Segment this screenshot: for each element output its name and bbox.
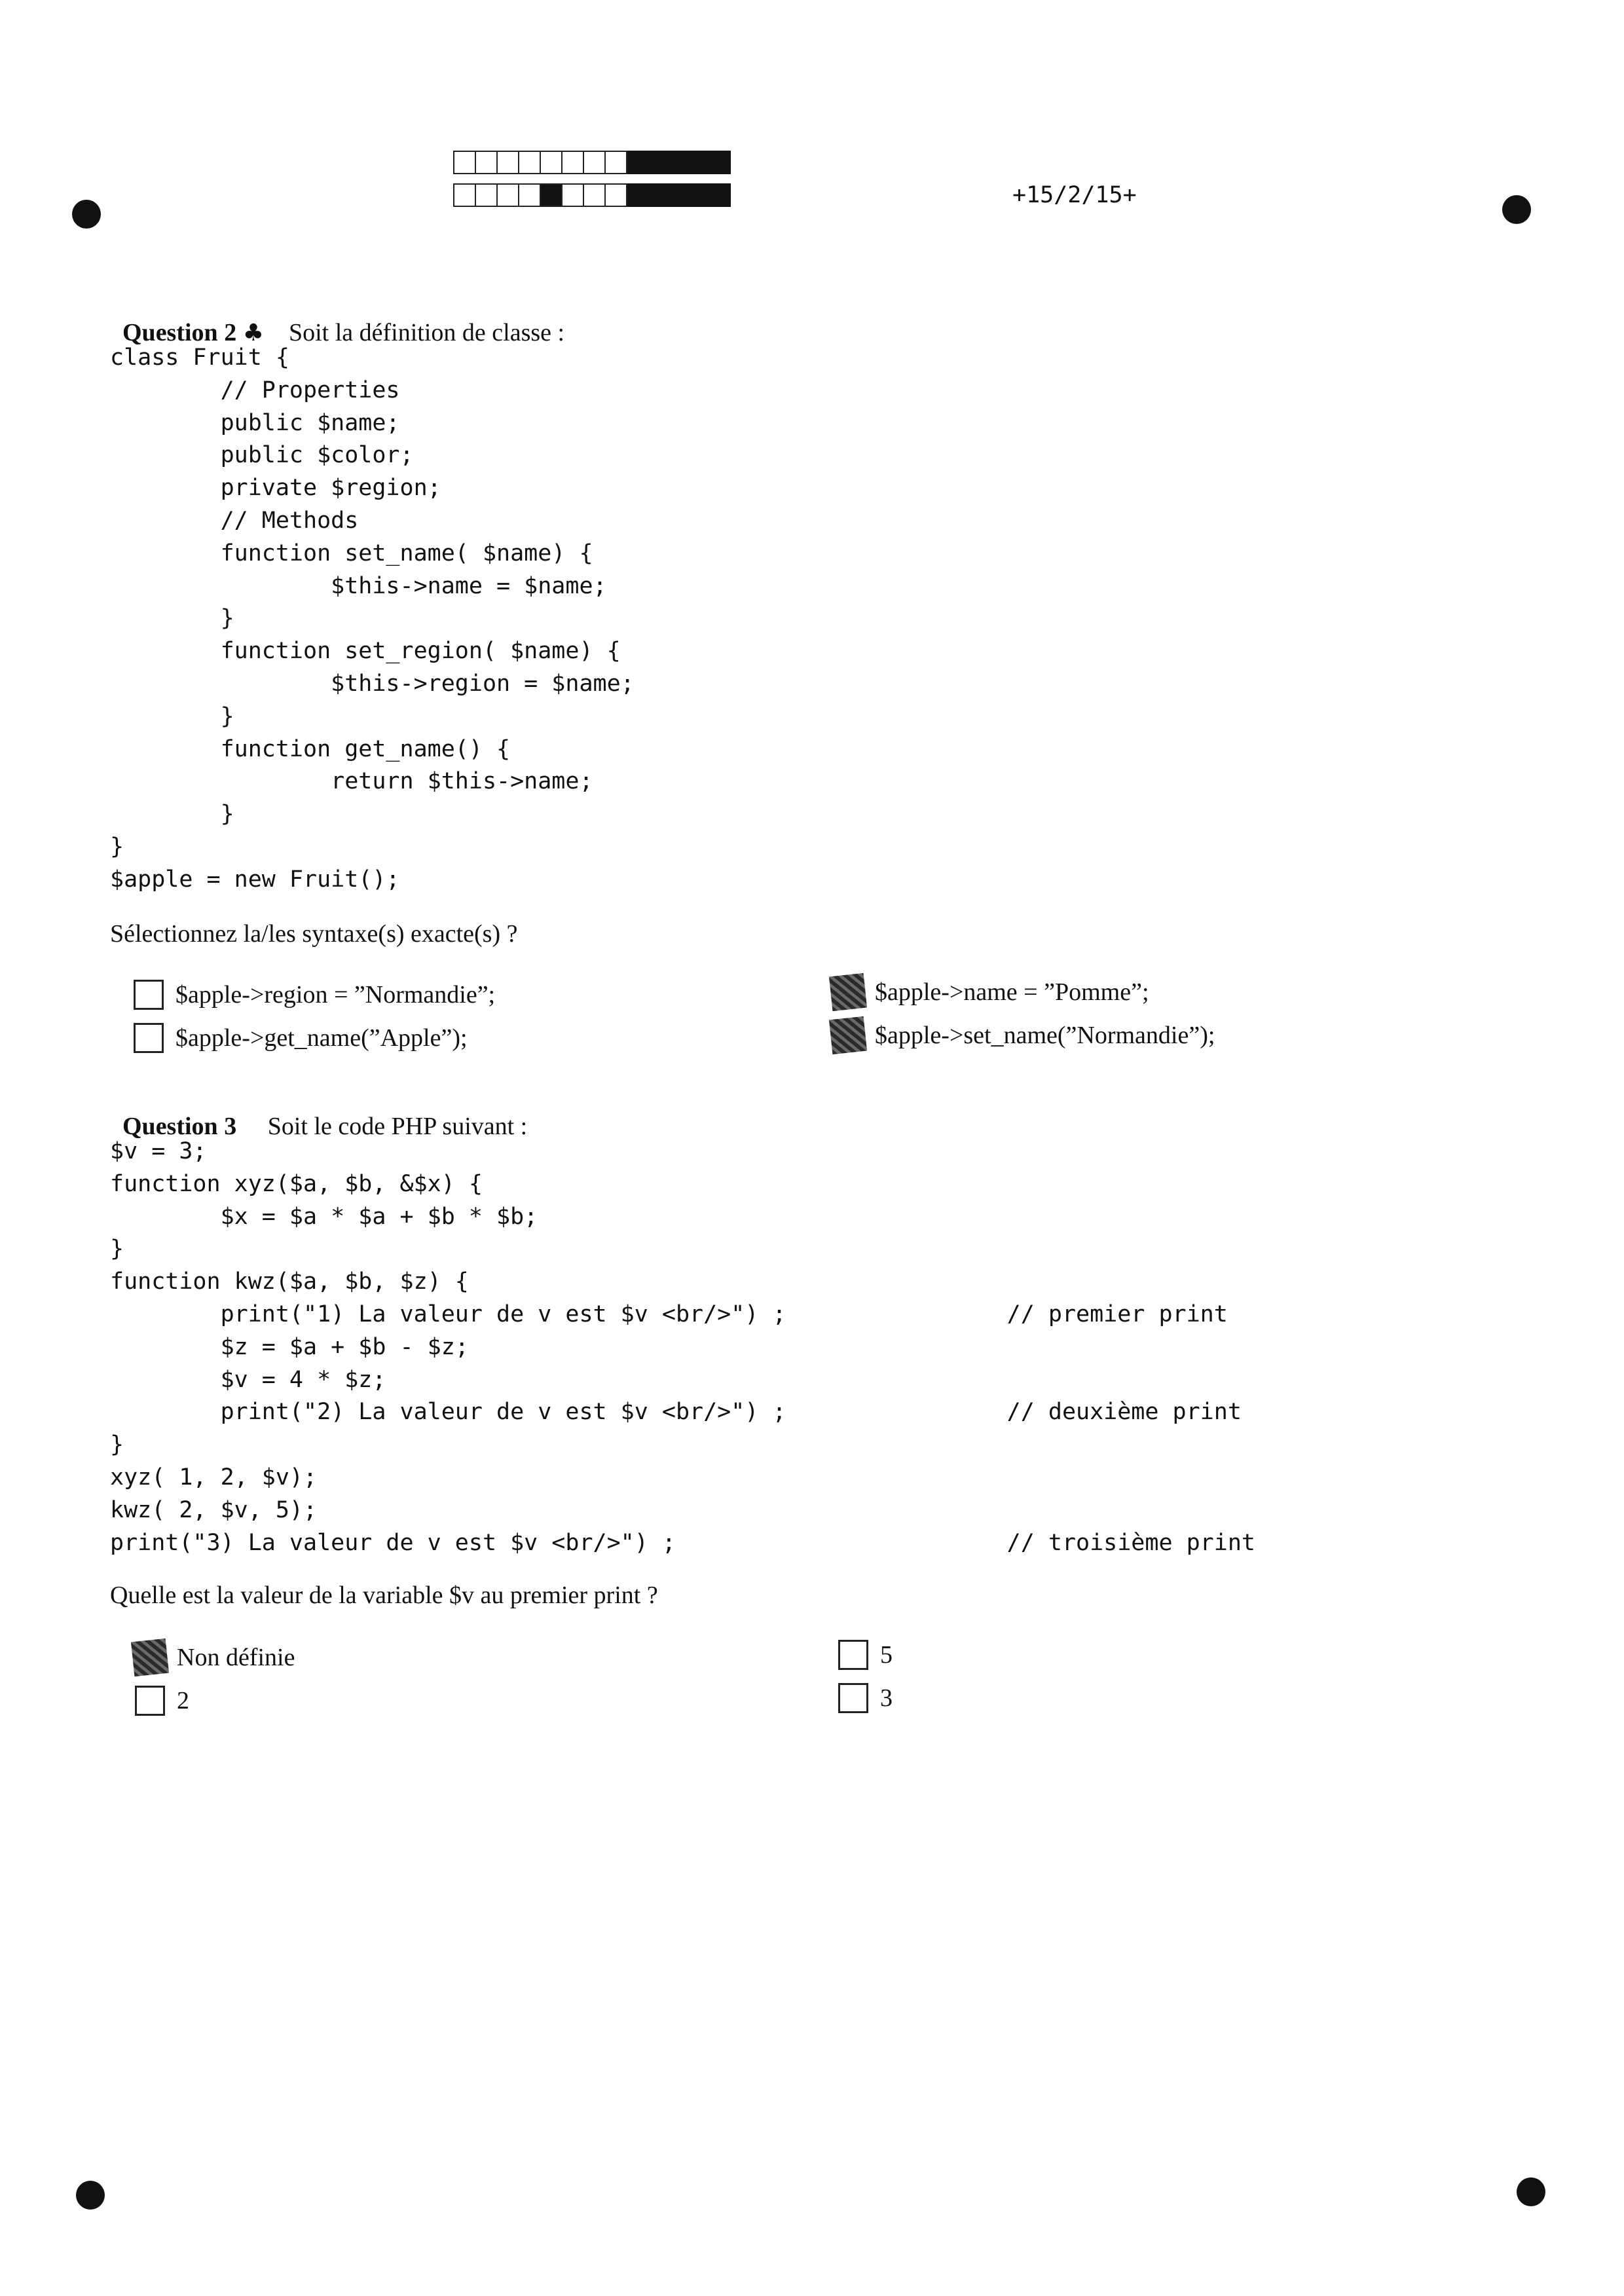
- id-box: [475, 151, 498, 174]
- question-3-prompt: Quelle est la valeur de la variable $v au premier print ?: [110, 1582, 658, 1609]
- q3-option-3[interactable]: [838, 1640, 893, 1670]
- question-2-prompt: Sélectionnez la/les syntaxe(s) exacte(s) ?: [110, 920, 518, 948]
- id-box: [540, 151, 563, 174]
- id-box: [475, 183, 498, 207]
- option-label: Non définie: [177, 1644, 295, 1671]
- option-label: 2: [177, 1687, 189, 1714]
- q3-option-2[interactable]: [135, 1686, 189, 1716]
- question-3-statement: Soit le code PHP suivant :: [267, 1113, 528, 1140]
- checkbox[interactable]: [838, 1683, 868, 1713]
- option-label: 5: [880, 1641, 893, 1669]
- checkbox-checked[interactable]: [131, 1639, 169, 1676]
- id-box: [496, 151, 519, 174]
- id-box: [518, 151, 541, 174]
- id-box: [496, 183, 519, 207]
- question-3-number: Question 3: [122, 1113, 237, 1140]
- student-id-row-2: [453, 183, 763, 208]
- q3-option-4[interactable]: [838, 1683, 893, 1713]
- question-3-header: [110, 1083, 527, 1141]
- id-box: [561, 183, 584, 207]
- registration-mark-top-right: [1502, 195, 1531, 224]
- id-box: [561, 151, 584, 174]
- page-code: +15/2/15+: [1012, 182, 1137, 208]
- id-box: [604, 183, 627, 207]
- id-box: [453, 183, 476, 207]
- registration-mark-top-left: [72, 200, 101, 229]
- id-box: [540, 183, 563, 207]
- id-box: [453, 151, 476, 174]
- option-label: 3: [880, 1684, 893, 1712]
- question-2-code: class Fruit { // Properties public $name; public $color; private $region; // Methods function set_name( $name) { $this->name = $name; } function set_region( $name) { $this->region = $name; } function get_name() { return $this->name; } } $apple = new Fruit();: [110, 344, 635, 893]
- question-2-header: [110, 289, 564, 347]
- id-bar: [627, 183, 731, 207]
- id-box: [604, 151, 627, 174]
- q2-option-1[interactable]: [134, 980, 495, 1010]
- option-label: $apple->get_name(”Apple”);: [175, 1024, 468, 1052]
- question-3-code: $v = 3; function xyz($a, $b, &$x) { $x = $a * $a + $b * $b; } function kwz($a, $b, $z) { print("1) La valeur de v est $v <br/>") ; // premier print $z = $a + $b - $z; $v = 4 * $z; print("2) La valeur de v est $v <br/>") ; // deuxième print } xyz( 1, 2, $v); kwz( 2, $v, 5); print("3) La valeur de v est $v <br/>") ; // troisième print: [110, 1138, 1255, 1556]
- id-box: [583, 183, 606, 207]
- option-label: $apple->set_name(”Normandie”);: [875, 1022, 1215, 1049]
- checkbox[interactable]: [134, 1023, 164, 1053]
- option-label: $apple->region = ”Normandie”;: [175, 981, 496, 1009]
- id-bar: [627, 151, 731, 174]
- option-label: $apple->name = ”Pomme”;: [875, 978, 1149, 1006]
- id-box: [518, 183, 541, 207]
- checkbox-checked[interactable]: [829, 1016, 867, 1054]
- checkbox[interactable]: [838, 1640, 868, 1670]
- q2-option-2[interactable]: [134, 1023, 468, 1053]
- q2-option-4[interactable]: [833, 1020, 1215, 1050]
- q3-option-1[interactable]: [135, 1642, 295, 1673]
- question-2-number: Question 2: [122, 319, 237, 346]
- registration-mark-bottom-right: [1517, 2177, 1545, 2206]
- q2-option-3[interactable]: [833, 977, 1149, 1007]
- club-icon: ♣: [242, 320, 264, 346]
- checkbox-checked[interactable]: [829, 973, 867, 1011]
- registration-mark-bottom-left: [76, 2181, 105, 2210]
- id-box: [583, 151, 606, 174]
- question-2-statement: Soit la définition de classe :: [288, 319, 565, 346]
- checkbox[interactable]: [135, 1686, 165, 1716]
- student-id-row-1: [453, 151, 763, 176]
- checkbox[interactable]: [134, 980, 164, 1010]
